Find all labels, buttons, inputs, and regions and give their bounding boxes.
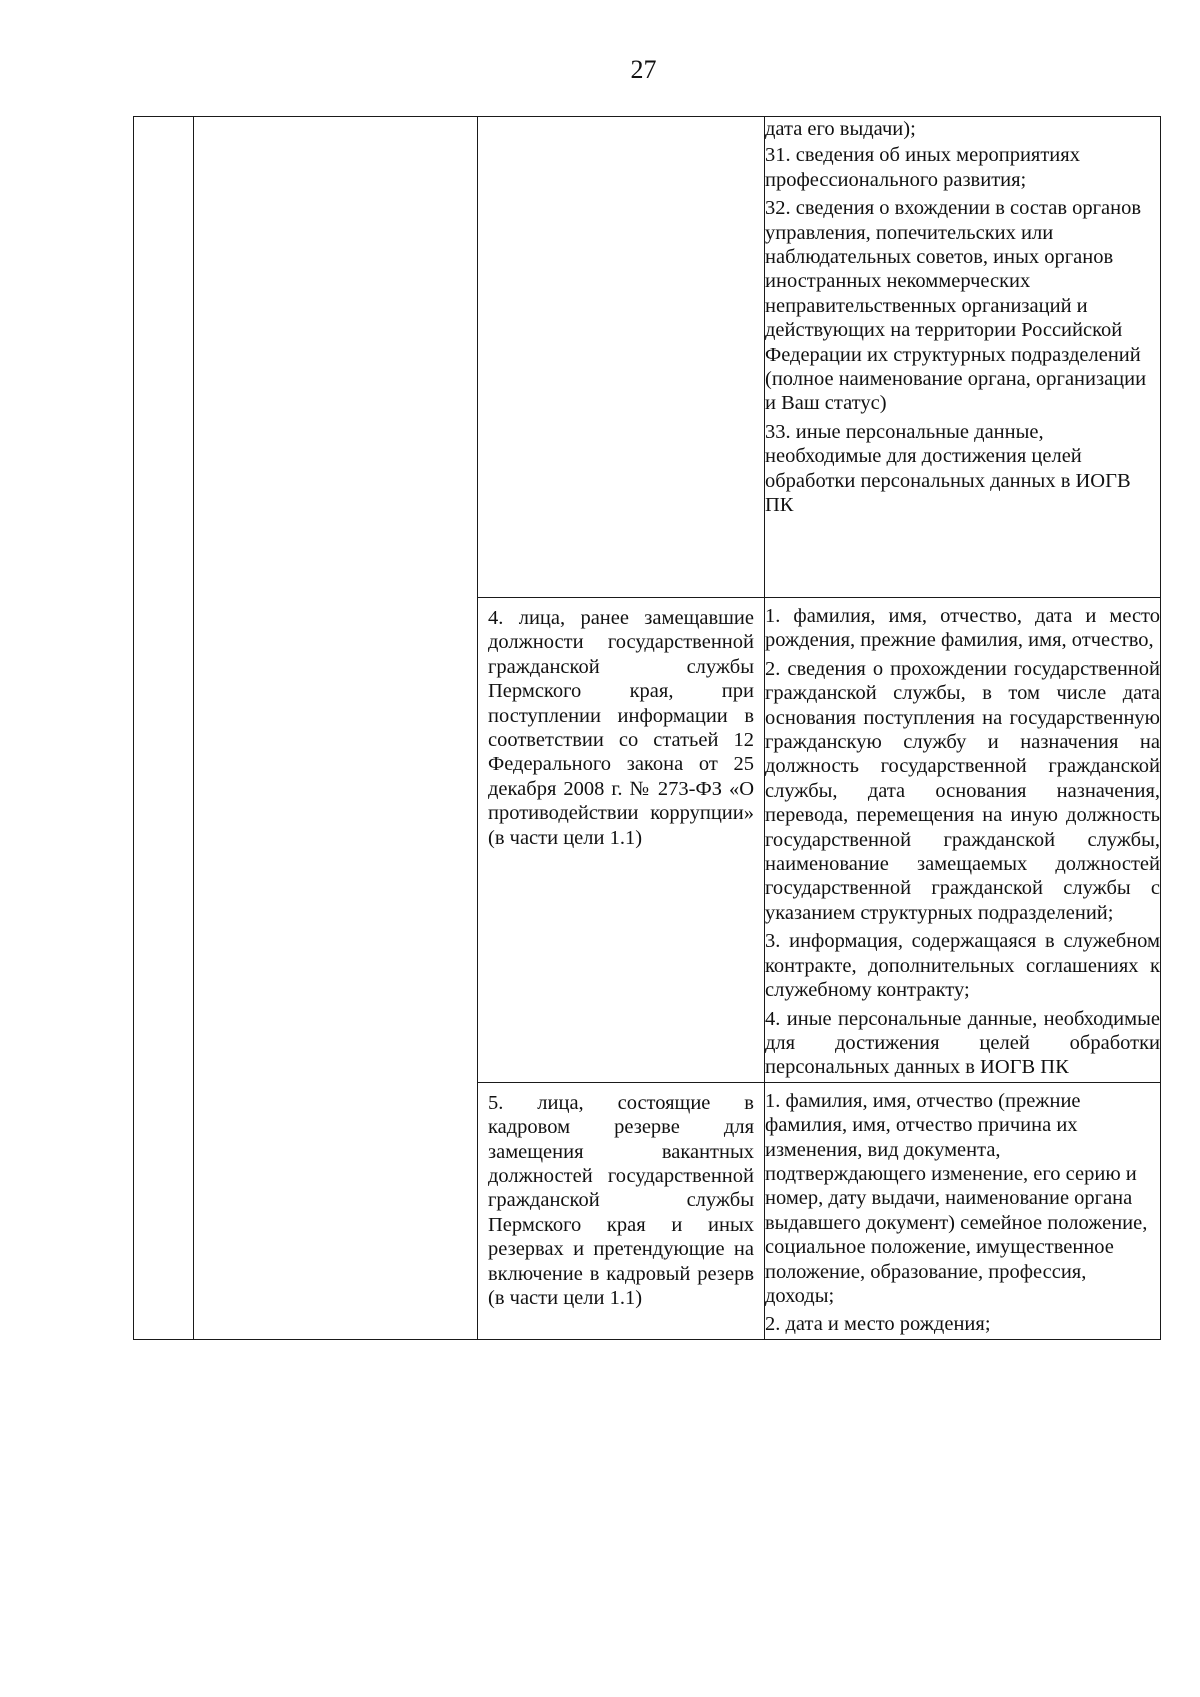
list-item: 2. сведения о прохождении государственной гражданской службы, в том числе дата основания поступления на государственную гражданскую службу и назначения на должность государственной гражданской службы, дата основания назначения, перевода, перемещения на иную должность государственной гражданской службы, наименование замещаемых должностей государственной гражданской службы с указанием структурных подразделений; <box>765 657 1160 924</box>
list-item: 2. дата и место рождения; <box>765 1313 991 1336</box>
category-text <box>478 117 764 131</box>
list-item: дата его выдачи); <box>765 118 916 140</box>
data-list-cell <box>765 598 1161 1083</box>
category-text: 5. лица, состоящие в кадровом резерве для замещения вакантных должностей государственной гражданской службы Пермского края и иных резервах и претендующие на включение в кадровый резерв (в части цели 1.1) <box>488 1091 754 1309</box>
table-row <box>134 117 1161 598</box>
list-item: 3. информация, содержащаяся в служебном контракте, дополнительных соглашениях к служебному контракту; <box>765 930 1160 1002</box>
list-item: 1. фамилия, имя, отчество (прежние фамилия, имя, отчество причина их изменения, вид документа, подтверждающего изменение, его серию и номер, дату выдачи, наименование органа выдавшего документ) семейное положение, социальное положение, имущественное положение, образование, профессия, доходы; <box>765 1089 1148 1307</box>
list-item: 1. фамилия, имя, отчество, дата и место рождения, прежние фамилия, имя, отчество, <box>765 605 1160 652</box>
number-column-cell <box>134 117 194 1340</box>
data-table <box>133 116 1161 1340</box>
category-cell <box>478 1082 765 1339</box>
category-cell <box>478 117 765 598</box>
list-item: 31. сведения об иных мероприятиях профессионального развития; <box>765 144 1080 191</box>
category-cell <box>478 598 765 1083</box>
list-item: 4. иные персональные данные, необходимые для достижения целей обработки персональных данных в ИОГВ ПК <box>765 1007 1160 1079</box>
data-list-cell <box>765 1082 1161 1339</box>
category-text: 4. лица, ранее замещавшие должности государственной гражданской службы Пермского края, при поступлении информации в соответствии со статьей 12 Федерального закона от 25 декабря 2008 г. № 273-ФЗ «О противодействии коррупции» (в части цели 1.1) <box>488 607 754 849</box>
list-item: 32. сведения о вхождении в состав органов управления, попечительских или наблюдательных советов, иных органов иностранных некоммерческих неправительственных организаций и действующих на территории Российской Федерации их структурных подразделений (полное наименование органа, организации и Ваш статус) <box>765 197 1147 415</box>
page-number: 27 <box>630 55 657 84</box>
purpose-column-cell <box>194 117 478 1340</box>
data-list-cell <box>765 117 1161 598</box>
list-item: 33. иные персональные данные, необходимые для достижения целей обработки персональных данных в ИОГВ ПК <box>765 420 1131 517</box>
